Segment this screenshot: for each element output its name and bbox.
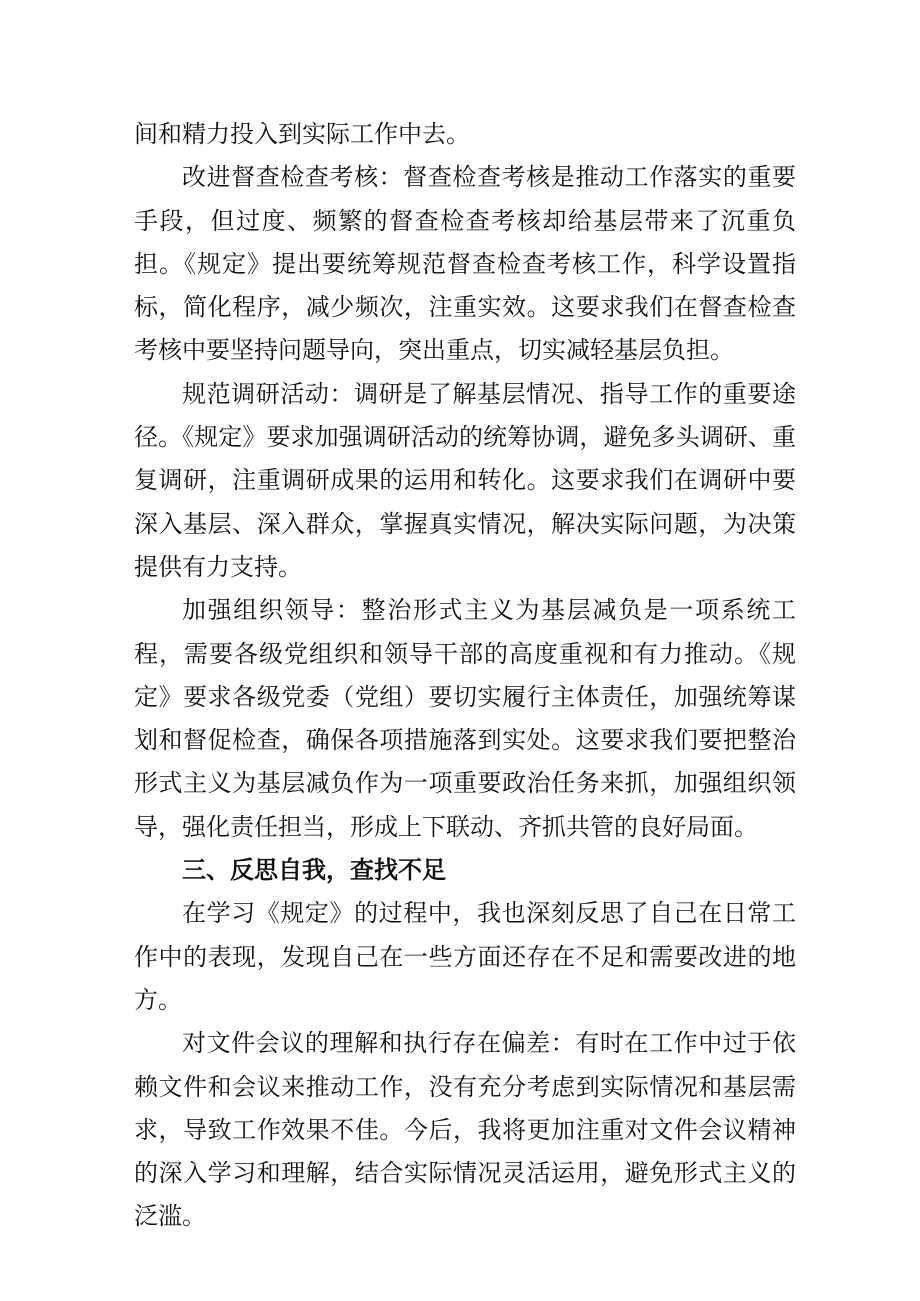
paragraph-reflection-intro: 在学习《规定》的过程中，我也深刻反思了自己在日常工作中的表现，发现自己在一些方面还存在不足和需要改进的地方。 [134, 899, 796, 1014]
paragraph-supervision-inspection: 改进督查检查考核：督查检查考核是推动工作落实的重要手段，但过度、频繁的督查检查考核却给基层带来了沉重负担。《规定》提出要统筹规范督查检查考核工作，科学设置指标，简化程序，减少频次，注重实效。这要求我们在督查检查考核中要坚持问题导向，突出重点，切实减轻基层负担。 [134, 163, 796, 365]
paragraph-documents-meetings: 对文件会议的理解和执行存在偏差：有时在工作中过于依赖文件和会议来推动工作，没有充分考虑到实际情况和基层需求，导致工作效果不佳。今后，我将更加注重对文件会议精神的深入学习和理解，结合实际情况灵活运用，避免形式主义的泛滥。 [134, 1029, 796, 1231]
document-body [134, 113, 796, 1239]
paragraph-research-activities: 规范调研活动：调研是了解基层情况、指导工作的重要途径。《规定》要求加强调研活动的统筹协调，避免多头调研、重复调研，注重调研成果的运用和转化。这要求我们在调研中要深入基层、深入群众，掌握真实情况，解决实际问题，为决策提供有力支持。 [134, 379, 796, 581]
section-heading-self-reflection: 三、反思自我，查找不足 [182, 856, 446, 885]
paragraph-organizational-leadership: 加强组织领导：整治形式主义为基层减负是一项系统工程，需要各级党组织和领导干部的高度重视和有力推动。《规定》要求各级党委（党组）要切实履行主体责任，加强统筹谋划和督促检查，确保各项措施落到实处。这要求我们要把整治形式主义为基层减负作为一项重要政治任务来抓，加强组织领导，强化责任担当，形成上下联动、齐抓共管的良好局面。 [134, 596, 796, 841]
paragraph-continuation: 间和精力投入到实际工作中去。 [134, 120, 470, 148]
